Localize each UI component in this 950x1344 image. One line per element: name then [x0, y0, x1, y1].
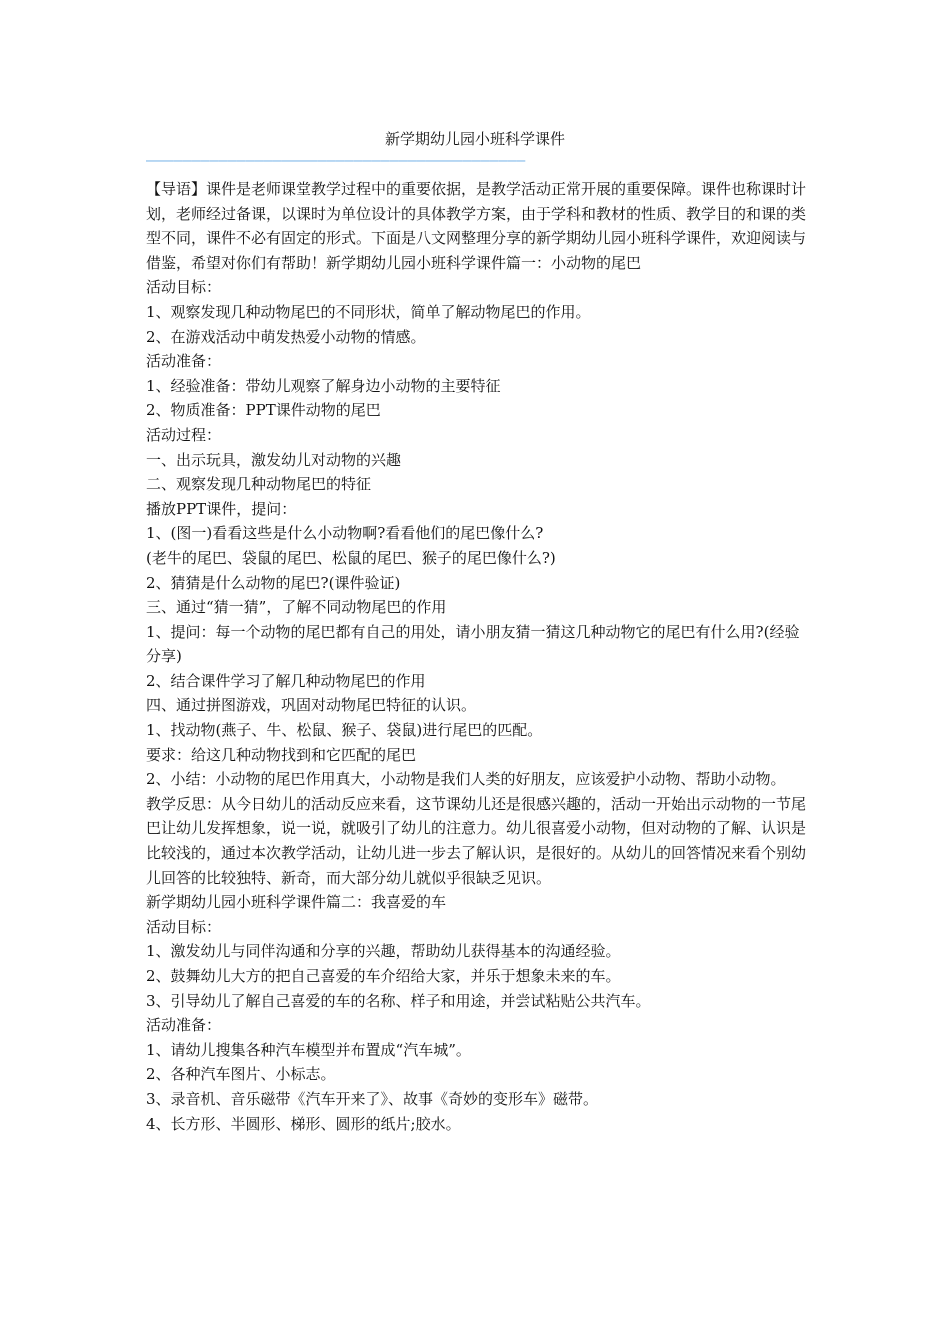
paragraph: 1、请幼儿搜集各种汽车模型并布置成“汽车城”。	[146, 1040, 471, 1059]
paragraph: 2、物质准备：PPT课件动物的尾巴	[146, 401, 381, 420]
paragraph: 新学期幼儿园小班科学课件篇二：我喜爱的车	[146, 893, 447, 912]
paragraph: 活动目标：	[146, 917, 222, 936]
paragraph: 活动准备：	[146, 1016, 222, 1035]
paragraph: 2、在游戏活动中萌发热爱小动物的情感。	[146, 327, 426, 346]
paragraph: (老牛的尾巴、袋鼠的尾巴、松鼠的尾巴、猴子的尾巴像什么?)	[146, 548, 556, 567]
paragraph: 二、观察发现几种动物尾巴的特征	[146, 475, 372, 494]
paragraph: 教学反思：从今日幼儿的活动反应来看，这节课幼儿还是很感兴趣的，活动一开始出示动物的一节尾巴让幼儿发挥想象，说一说，就吸引了幼儿的注意力。幼儿很喜爱小动物，但对动物的了解、认识是比较浅的，通过本次教学活动，让幼儿进一步去了解认识，是很好的。从幼儿的回答情况来看个别幼儿回答的比较独特、新奇，而大部分幼儿就似乎很缺乏见识。	[146, 794, 807, 887]
paragraph: 1、观察发现几种动物尾巴的不同形状，简单了解动物尾巴的作用。	[146, 302, 591, 321]
paragraph: 1、提问：每一个动物的尾巴都有自己的用处，请小朋友猜一猜这几种动物它的尾巴有什么用?(经验分享)	[146, 622, 800, 666]
paragraph: 一、出示玩具，激发幼儿对动物的兴趣	[146, 450, 402, 469]
paragraph: 要求：给这几种动物找到和它匹配的尾巴	[146, 745, 417, 764]
paragraph: 四、通过拼图游戏，巩固对动物尾巴特征的认识。	[146, 696, 477, 715]
paragraph: 2、结合课件学习了解几种动物尾巴的作用	[146, 671, 426, 690]
title-divider: ——————————————————————————————————————————	[146, 151, 526, 169]
paragraph: 1、找动物(燕子、牛、松鼠、猴子、袋鼠)进行尾巴的匹配。	[146, 721, 543, 740]
paragraph: 1、(图一)看看这些是什么小动物啊?看看他们的尾巴像什么?	[146, 524, 544, 543]
paragraph: 4、长方形、半圆形、梯形、圆形的纸片;胶水。	[146, 1114, 461, 1133]
paragraph: 3、引导幼儿了解自己喜爱的车的名称、样子和用途，并尝试粘贴公共汽车。	[146, 991, 651, 1010]
document-title: 新学期幼儿园小班科学课件	[384, 130, 565, 148]
paragraph: 2、小结：小动物的尾巴作用真大，小动物是我们人类的好朋友，应该爱护小动物、帮助小动物。	[146, 770, 786, 789]
paragraph: 1、激发幼儿与同伴沟通和分享的兴趣，帮助幼儿获得基本的沟通经验。	[146, 942, 621, 961]
paragraph: 1、经验准备：带幼儿观察了解身边小动物的主要特征	[146, 376, 501, 395]
paragraph: 3、录音机、音乐磁带《汽车开来了》、故事《奇妙的变形车》磁带。	[146, 1089, 599, 1108]
paragraph: 【导语】课件是老师课堂教学过程中的重要依据，是教学活动正常开展的重要保障。课件也称课时计划，老师经过备课，以课时为单位设计的具体教学方案，由于学科和教材的性质、教学目的和课的类型不同，课件不必有固定的形式。下面是八文网整理分享的新学期幼儿园小班科学课件，欢迎阅读与借鉴，希望对你们有帮助！新学期幼儿园小班科学课件篇一：小动物的尾巴	[146, 180, 807, 272]
paragraph: 2、各种汽车图片、小标志。	[146, 1065, 336, 1084]
paragraph: 活动准备：	[146, 352, 222, 371]
paragraph: 2、鼓舞幼儿大方的把自己喜爱的车介绍给大家，并乐于想象未来的车。	[146, 967, 621, 985]
paragraph: 播放PPT课件，提问：	[146, 499, 297, 518]
paragraph: 三、通过“猜一猜”，了解不同动物尾巴的作用	[146, 598, 447, 617]
document-body	[146, 177, 808, 1136]
paragraph: 活动过程：	[146, 425, 222, 444]
paragraph: 2、猜猜是什么动物的尾巴?(课件验证)	[146, 573, 401, 592]
paragraph: 活动目标：	[146, 278, 222, 297]
